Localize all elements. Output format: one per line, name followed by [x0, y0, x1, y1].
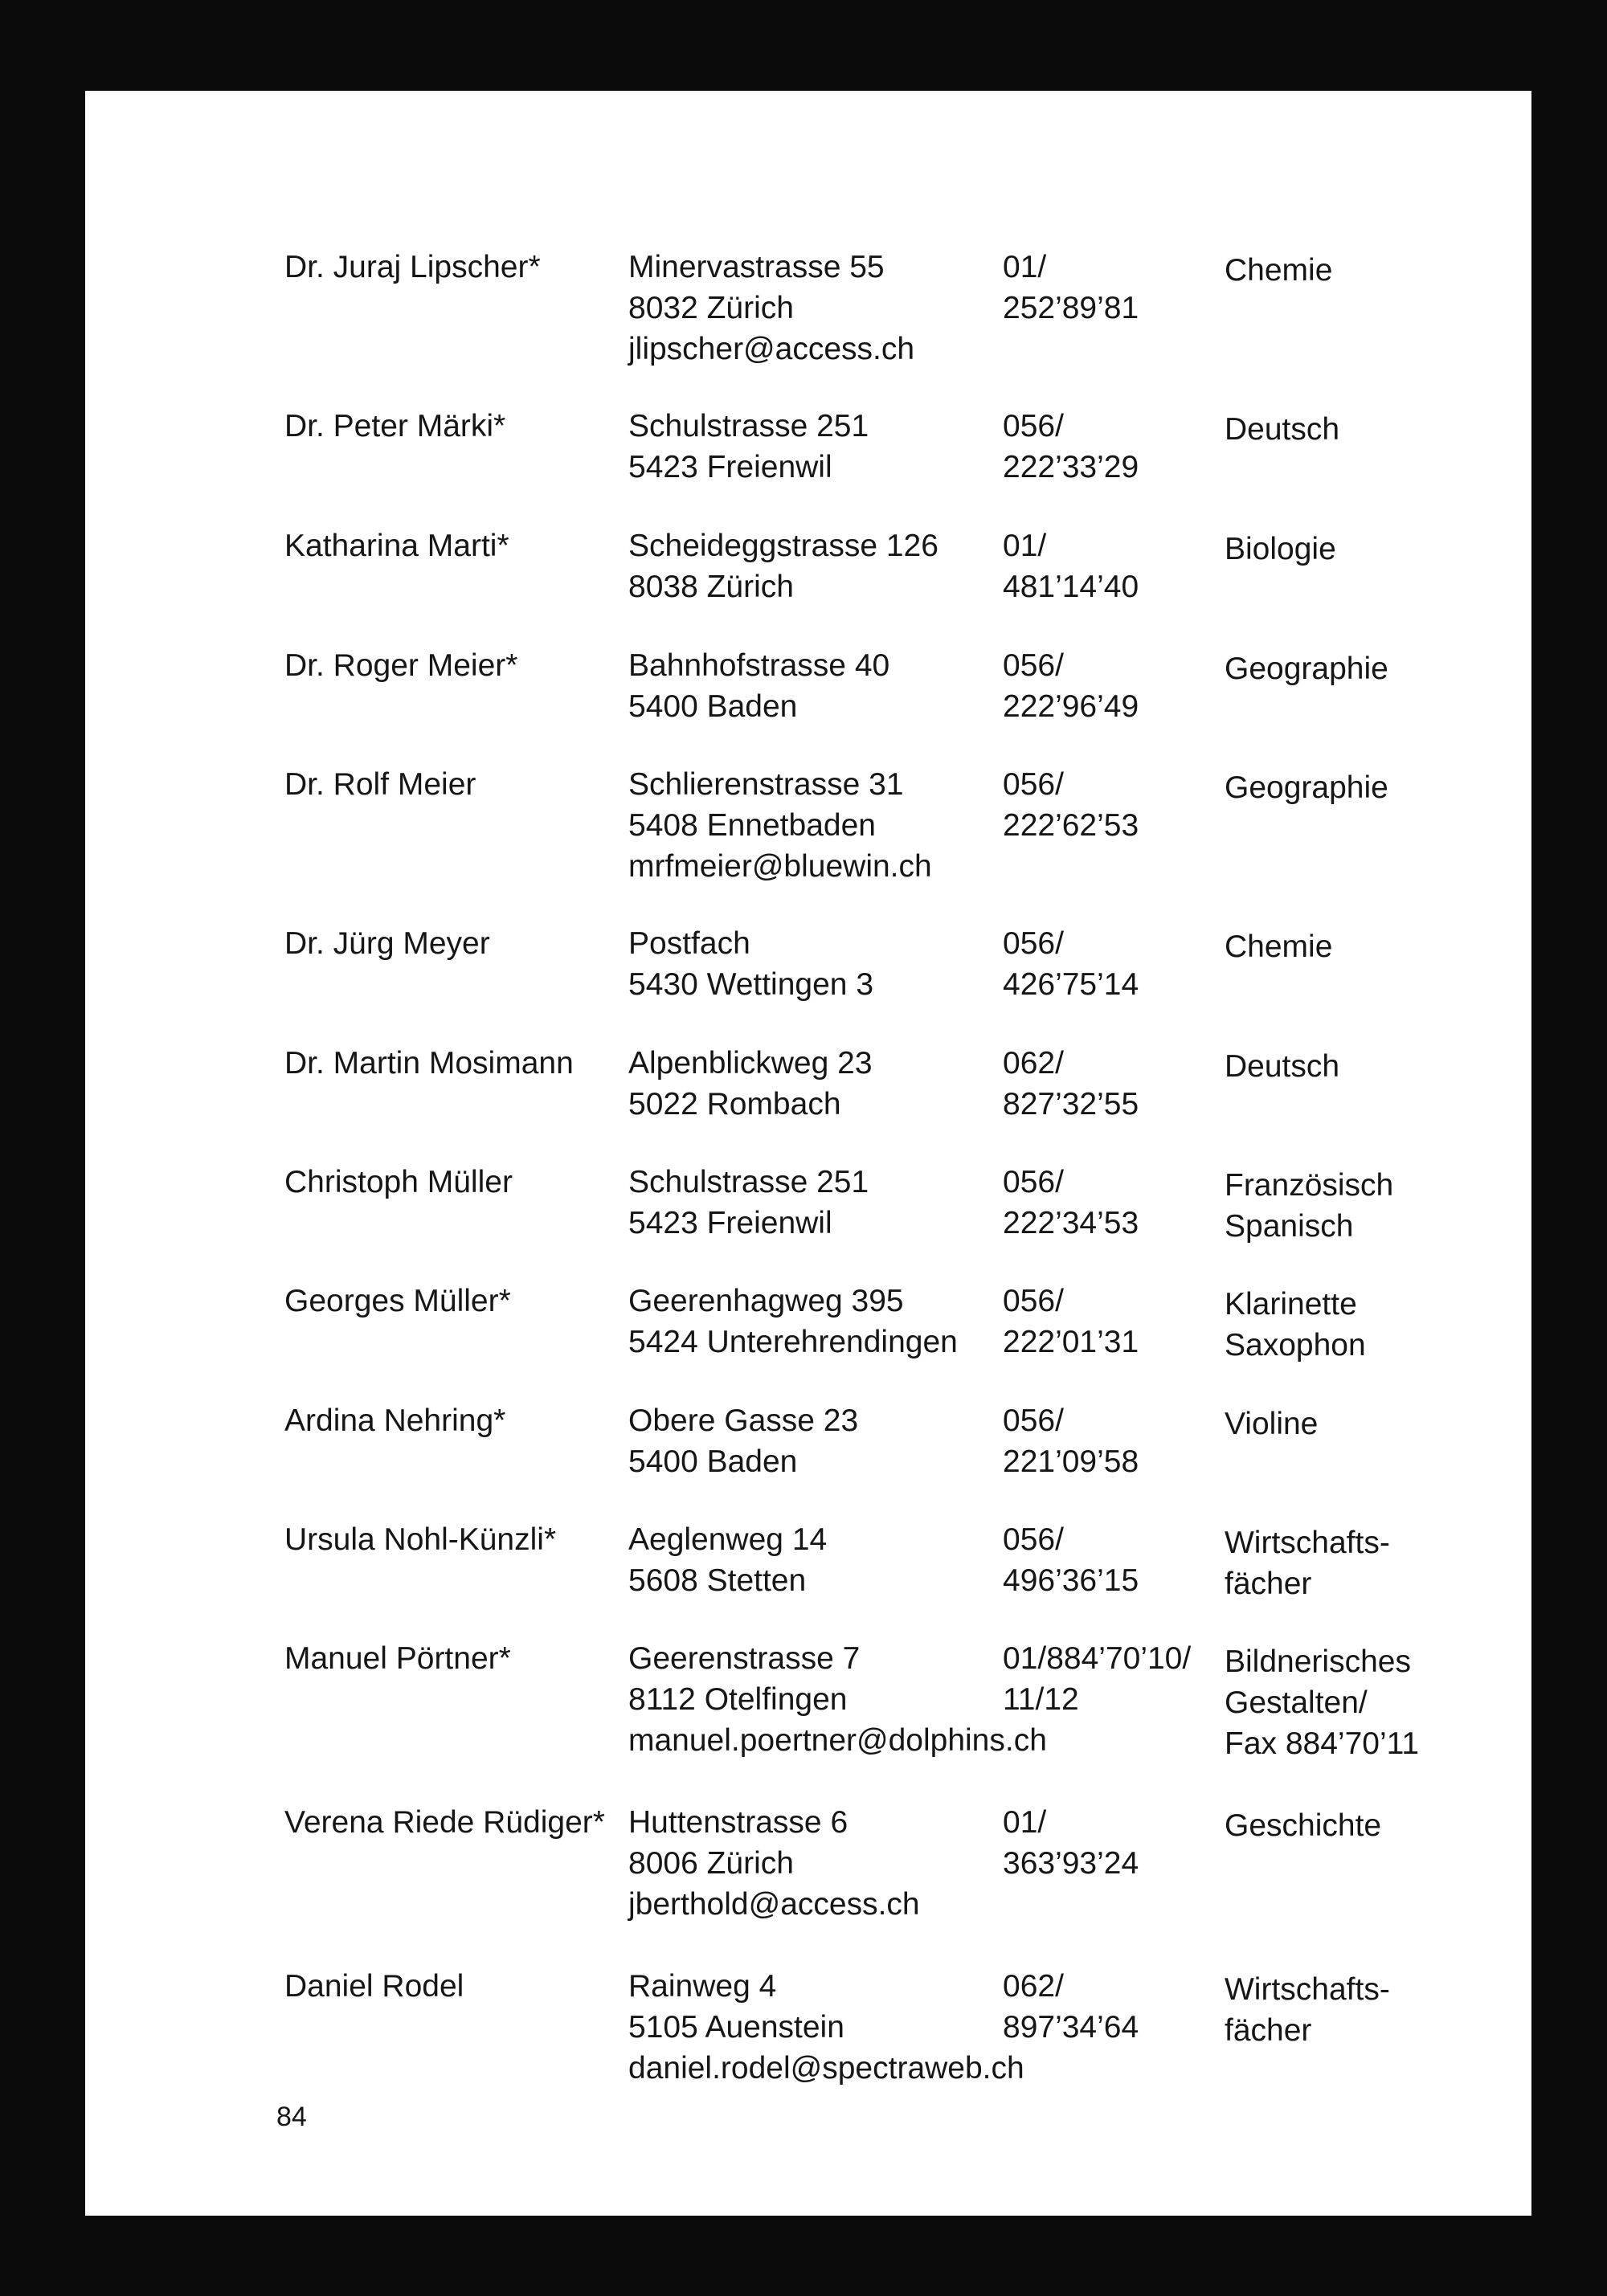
entry-name: Christoph Müller: [284, 1165, 513, 1199]
subject-line: Geschichte: [1225, 1808, 1382, 1843]
email-address: manuel.poertner@dolphins.ch: [628, 1723, 1047, 1758]
address-line: Schlierenstrasse 31: [628, 767, 904, 802]
address-line: 5022 Rombach: [628, 1087, 841, 1121]
phone-line: 056/: [1003, 409, 1064, 443]
entry-name: Dr. Jürg Meyer: [284, 926, 490, 961]
phone-line: 496’36’15: [1003, 1563, 1139, 1598]
address-line: 5400 Baden: [628, 1444, 798, 1479]
entry-subject: [1225, 767, 1388, 808]
entry-name: Daniel Rodel: [284, 1969, 464, 2004]
phone-line: 062/: [1003, 1046, 1064, 1081]
phone-line: 056/: [1003, 1522, 1064, 1557]
phone-line: 222’62’53: [1003, 808, 1139, 843]
address-line: Postfach: [628, 926, 750, 961]
subject-line: Gestalten/: [1225, 1685, 1368, 1720]
address-line: 8032 Zürich: [628, 291, 794, 325]
entry-subject: [1225, 1046, 1339, 1087]
entry-phone: [1003, 1400, 1139, 1482]
address-line: Obere Gasse 23: [628, 1403, 859, 1438]
phone-line: 481’14’40: [1003, 570, 1139, 604]
address-line: 8112 Otelfingen: [628, 1682, 848, 1717]
address-line: 5400 Baden: [628, 689, 798, 724]
entry-name: Dr. Rolf Meier: [284, 767, 476, 802]
address-line: 5423 Freienwil: [628, 450, 832, 484]
phone-line: 222’33’29: [1003, 450, 1139, 484]
phone-line: 056/: [1003, 926, 1064, 961]
entry-name: Katharina Marti*: [284, 529, 509, 563]
address-line: 8006 Zürich: [628, 1846, 794, 1881]
entry-phone: [1003, 406, 1139, 488]
phone-line: 01/884’70’10/: [1003, 1641, 1192, 1676]
phone-line: 222’96’49: [1003, 689, 1139, 724]
entry-address: [628, 525, 938, 607]
address-line: Huttenstrasse 6: [628, 1805, 848, 1840]
phone-line: 363’93’24: [1003, 1846, 1139, 1881]
fax-number: Fax 884’70’11: [1225, 1726, 1420, 1761]
subject-line: Biologie: [1225, 532, 1336, 566]
address-line: 5424 Unterehrendingen: [628, 1325, 958, 1359]
entry-address: [628, 1802, 920, 1925]
address-line: 5608 Stetten: [628, 1563, 807, 1598]
subject-line: Französisch: [1225, 1168, 1394, 1203]
phone-line: 252’89’81: [1003, 291, 1139, 325]
entry-phone: [1003, 1802, 1139, 1884]
entry-phone: [1003, 1281, 1139, 1362]
entry-address: [628, 1638, 1047, 1761]
entry-subject: [1225, 1403, 1318, 1444]
phone-line: 056/: [1003, 1165, 1064, 1199]
address-line: 5105 Auenstein: [628, 2010, 844, 2045]
entry-name: Dr. Peter Märki*: [284, 409, 506, 443]
phone-line: 222’34’53: [1003, 1206, 1139, 1240]
address-line: Geerenstrasse 7: [628, 1641, 861, 1676]
entry-address: [628, 1162, 869, 1244]
phone-line: 11/12: [1003, 1682, 1079, 1717]
address-line: Schulstrasse 251: [628, 409, 869, 443]
phone-line: 222’01’31: [1003, 1325, 1139, 1359]
address-line: Schulstrasse 251: [628, 1165, 869, 1199]
entry-address: [628, 764, 932, 887]
entry-subject: [1225, 1969, 1390, 2051]
phone-line: 221’09’58: [1003, 1444, 1139, 1479]
address-line: Aeglenweg 14: [628, 1522, 828, 1557]
address-line: Alpenblickweg 23: [628, 1046, 873, 1081]
entry-subject: [1225, 1284, 1366, 1366]
subject-line: Geographie: [1225, 770, 1388, 805]
entry-address: [628, 406, 869, 488]
phone-line: 056/: [1003, 1403, 1064, 1438]
subject-line: Spanisch: [1225, 1209, 1354, 1244]
email-address: jlipscher@access.ch: [628, 332, 915, 366]
email-address: jberthold@access.ch: [628, 1887, 920, 1922]
entry-subject: [1225, 1165, 1393, 1247]
entry-phone: [1003, 1638, 1191, 1720]
subject-line: Wirtschafts-: [1225, 1972, 1390, 2007]
entry-subject: [1225, 1641, 1419, 1764]
phone-line: 01/: [1003, 250, 1047, 284]
subject-line: fächer: [1225, 2013, 1312, 2048]
entry-name: Ardina Nehring*: [284, 1403, 506, 1438]
entry-address: [628, 1400, 858, 1482]
entry-subject: [1225, 409, 1339, 450]
entry-subject: [1225, 1805, 1381, 1846]
entry-address: [628, 1043, 873, 1125]
document-page: [85, 91, 1531, 2216]
entry-phone: [1003, 525, 1139, 607]
address-line: 8038 Zürich: [628, 570, 794, 604]
subject-line: Wirtschafts-: [1225, 1526, 1390, 1560]
phone-line: 827’32’55: [1003, 1087, 1139, 1121]
subject-line: Deutsch: [1225, 412, 1340, 447]
entry-phone: [1003, 645, 1139, 727]
entry-phone: [1003, 247, 1139, 329]
entry-address: [628, 1281, 958, 1362]
address-line: Rainweg 4: [628, 1969, 777, 2004]
subject-line: fächer: [1225, 1567, 1312, 1601]
entry-subject: [1225, 250, 1332, 291]
phone-line: 01/: [1003, 529, 1047, 563]
entry-address: [628, 1519, 827, 1601]
entry-name: Verena Riede Rüdiger*: [284, 1805, 605, 1840]
subject-line: Deutsch: [1225, 1049, 1340, 1084]
entry-subject: [1225, 648, 1388, 689]
phone-line: 426’75’14: [1003, 967, 1139, 1002]
phone-line: 056/: [1003, 1284, 1064, 1318]
phone-line: 897’34’64: [1003, 2010, 1139, 2045]
address-line: 5408 Ennetbaden: [628, 808, 876, 843]
subject-line: Violine: [1225, 1407, 1319, 1441]
address-line: Scheideggstrasse 126: [628, 529, 938, 563]
phone-line: 062/: [1003, 1969, 1064, 2004]
address-line: 5423 Freienwil: [628, 1206, 832, 1240]
phone-line: 056/: [1003, 648, 1064, 683]
address-line: Minervastrasse 55: [628, 250, 885, 284]
entry-name: Dr. Juraj Lipscher*: [284, 250, 541, 284]
address-line: Bahnhofstrasse 40: [628, 648, 890, 683]
entry-phone: [1003, 764, 1139, 846]
entry-name: Georges Müller*: [284, 1284, 511, 1318]
subject-line: Chemie: [1225, 253, 1333, 288]
entry-subject: [1225, 926, 1332, 967]
entry-address: [628, 1966, 1024, 2089]
entry-address: [628, 645, 889, 727]
phone-line: 056/: [1003, 767, 1064, 802]
entry-phone: [1003, 1043, 1139, 1125]
subject-line: Geographie: [1225, 652, 1388, 686]
page-number: 84: [276, 2102, 307, 2132]
entry-subject: [1225, 529, 1336, 570]
subject-line: Klarinette: [1225, 1287, 1357, 1322]
subject-line: Bildnerisches: [1225, 1644, 1411, 1679]
entry-phone: [1003, 923, 1139, 1005]
address-line: 5430 Wettingen 3: [628, 967, 874, 1002]
entry-name: Ursula Nohl-Künzli*: [284, 1522, 557, 1557]
entry-phone: [1003, 1966, 1139, 2048]
entry-name: Dr. Roger Meier*: [284, 648, 518, 683]
phone-line: 01/: [1003, 1805, 1047, 1840]
address-line: Geerenhagweg 395: [628, 1284, 904, 1318]
entry-name: Manuel Pörtner*: [284, 1641, 511, 1676]
email-address: daniel.rodel@spectraweb.ch: [628, 2051, 1024, 2086]
entry-address: [628, 923, 873, 1005]
subject-line: Chemie: [1225, 929, 1333, 964]
entry-phone: [1003, 1162, 1139, 1244]
entry-subject: [1225, 1522, 1390, 1604]
email-address: mrfmeier@bluewin.ch: [628, 849, 932, 884]
entry-name: Dr. Martin Mosimann: [284, 1046, 574, 1081]
entry-address: [628, 247, 914, 370]
address-list: [85, 91, 1531, 2216]
entry-phone: [1003, 1519, 1139, 1601]
subject-line: Saxophon: [1225, 1328, 1366, 1362]
